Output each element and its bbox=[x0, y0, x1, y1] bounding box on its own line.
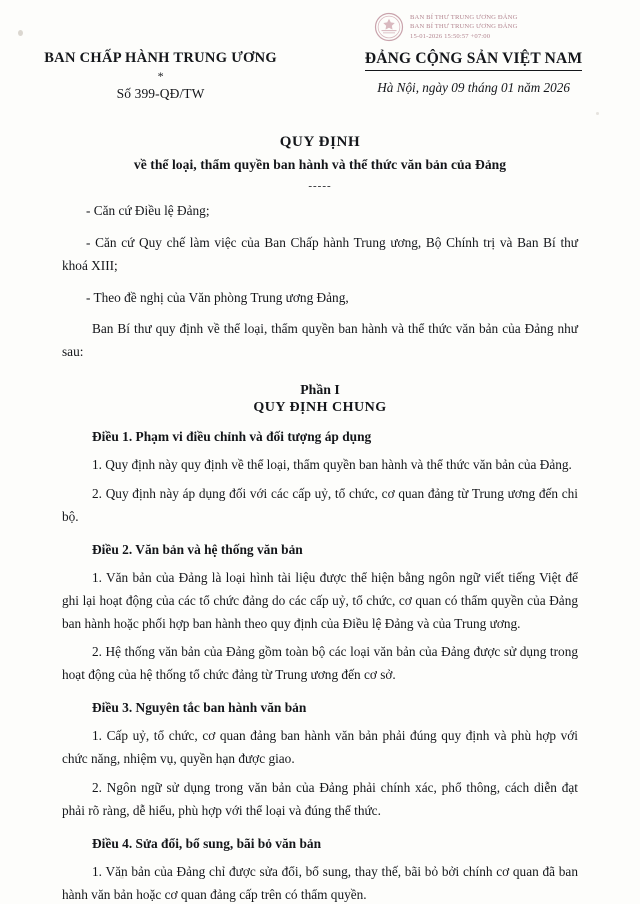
scan-artifact bbox=[18, 30, 23, 36]
preamble-clause: - Căn cứ Quy chế làm việc của Ban Chấp hành Trung ương, Bộ Chính trị và Ban Bí thư khoá XIII; bbox=[62, 234, 578, 273]
article-clause: 2. Hệ thống văn bản của Đảng gồm toàn bộ các loại văn bản của Đảng được sử dụng trong hoạt động của hệ thống tổ chức đảng từ Trung ương đến cơ sở. bbox=[62, 644, 578, 683]
signature-line-2: BAN BÍ THƯ TRUNG ƯƠNG ĐẢNG bbox=[410, 23, 518, 31]
issuing-organization: BAN CHẤP HÀNH TRUNG ƯƠNG bbox=[44, 50, 277, 66]
part-block bbox=[62, 382, 578, 416]
header-right-block bbox=[307, 50, 640, 102]
scan-artifact bbox=[596, 112, 599, 115]
part-name: QUY ĐỊNH CHUNG bbox=[253, 400, 387, 416]
article-clause: 1. Văn bản của Đảng chỉ được sửa đổi, bổ sung, thay thế, bãi bỏ bởi chính cơ quan đã ban hành văn bản hoặc cơ quan đảng cấp trên có thẩm quyền. bbox=[62, 863, 578, 902]
article-clause: 1. Văn bản của Đảng là loại hình tài liệu được thể hiện bằng ngôn ngữ viết tiếng Việt để ghi lại hoạt động của các tổ chức đảng do các cấp uỷ, tổ chức, cơ quan có thẩm quyền của Đảng ban hành hoặc phối hợp ban hành theo quy định của Điều lệ Đảng và của Trung ương. bbox=[62, 569, 578, 631]
article-clause: 2. Quy định này áp dụng đối với các cấp uỷ, tổ chức, cơ quan đảng từ Trung ương đến chi bộ. bbox=[62, 486, 578, 524]
digital-signature-stamp bbox=[374, 12, 517, 42]
document-title: QUY ĐỊNH bbox=[279, 134, 361, 150]
article-heading: Điều 2. Văn bản và hệ thống văn bản bbox=[92, 541, 303, 557]
preamble-clause: - Theo đề nghị của Văn phòng Trung ương Đảng, bbox=[86, 289, 349, 305]
signature-timestamp: 15-01-2026 15:50:57 +07:00 bbox=[410, 32, 491, 40]
article-heading: Điều 3. Nguyên tắc ban hành văn bản bbox=[92, 700, 307, 716]
document-subtitle: về thể loại, thẩm quyền ban hành và thể thức văn bản của Đảng bbox=[133, 157, 507, 172]
header-left-block bbox=[0, 50, 307, 102]
article-clause: 1. Quy định này quy định về thể loại, thẩm quyền ban hành và thể thức văn bản của Đảng. bbox=[92, 457, 572, 473]
signature-line-1: BAN BÍ THƯ TRUNG ƯƠNG ĐẢNG bbox=[410, 13, 518, 21]
article-heading: Điều 4. Sửa đổi, bổ sung, bãi bỏ văn bản bbox=[92, 835, 322, 851]
preamble-clause: - Căn cứ Điều lệ Đảng; bbox=[86, 203, 210, 218]
document-number: Số 399-QĐ/TW bbox=[116, 86, 205, 102]
document-header bbox=[0, 50, 640, 102]
national-motto: ĐẢNG CỘNG SẢN VIỆT NAM bbox=[365, 50, 582, 71]
signature-text bbox=[410, 13, 517, 41]
enacting-statement: Ban Bí thư quy định về thể loại, thẩm quyền ban hành và thể thức văn bản của Đảng như sau: bbox=[62, 321, 578, 360]
part-number: Phần I bbox=[300, 382, 340, 398]
article-clause: 1. Cấp uỷ, tổ chức, cơ quan đảng ban hành văn bản phải đúng quy định và phù hợp với chức năng, nhiệm vụ, quyền hạn được giao. bbox=[62, 728, 578, 767]
title-separator: ----- bbox=[308, 180, 332, 192]
article-clause: 2. Ngôn ngữ sử dụng trong văn bản của Đảng phải chính xác, phổ thông, cách diễn đạt phải rõ ràng, dễ hiểu, phù hợp với thể loại và đúng thể thức. bbox=[62, 779, 578, 818]
place-and-date: Hà Nội, ngày 09 tháng 01 năm 2026 bbox=[377, 80, 570, 95]
national-seal-icon bbox=[374, 12, 404, 42]
header-star-separator: * bbox=[157, 69, 164, 83]
document-body bbox=[62, 200, 578, 904]
article-heading: Điều 1. Phạm vi điều chỉnh và đối tượng áp dụng bbox=[92, 429, 372, 445]
title-block bbox=[0, 134, 640, 192]
